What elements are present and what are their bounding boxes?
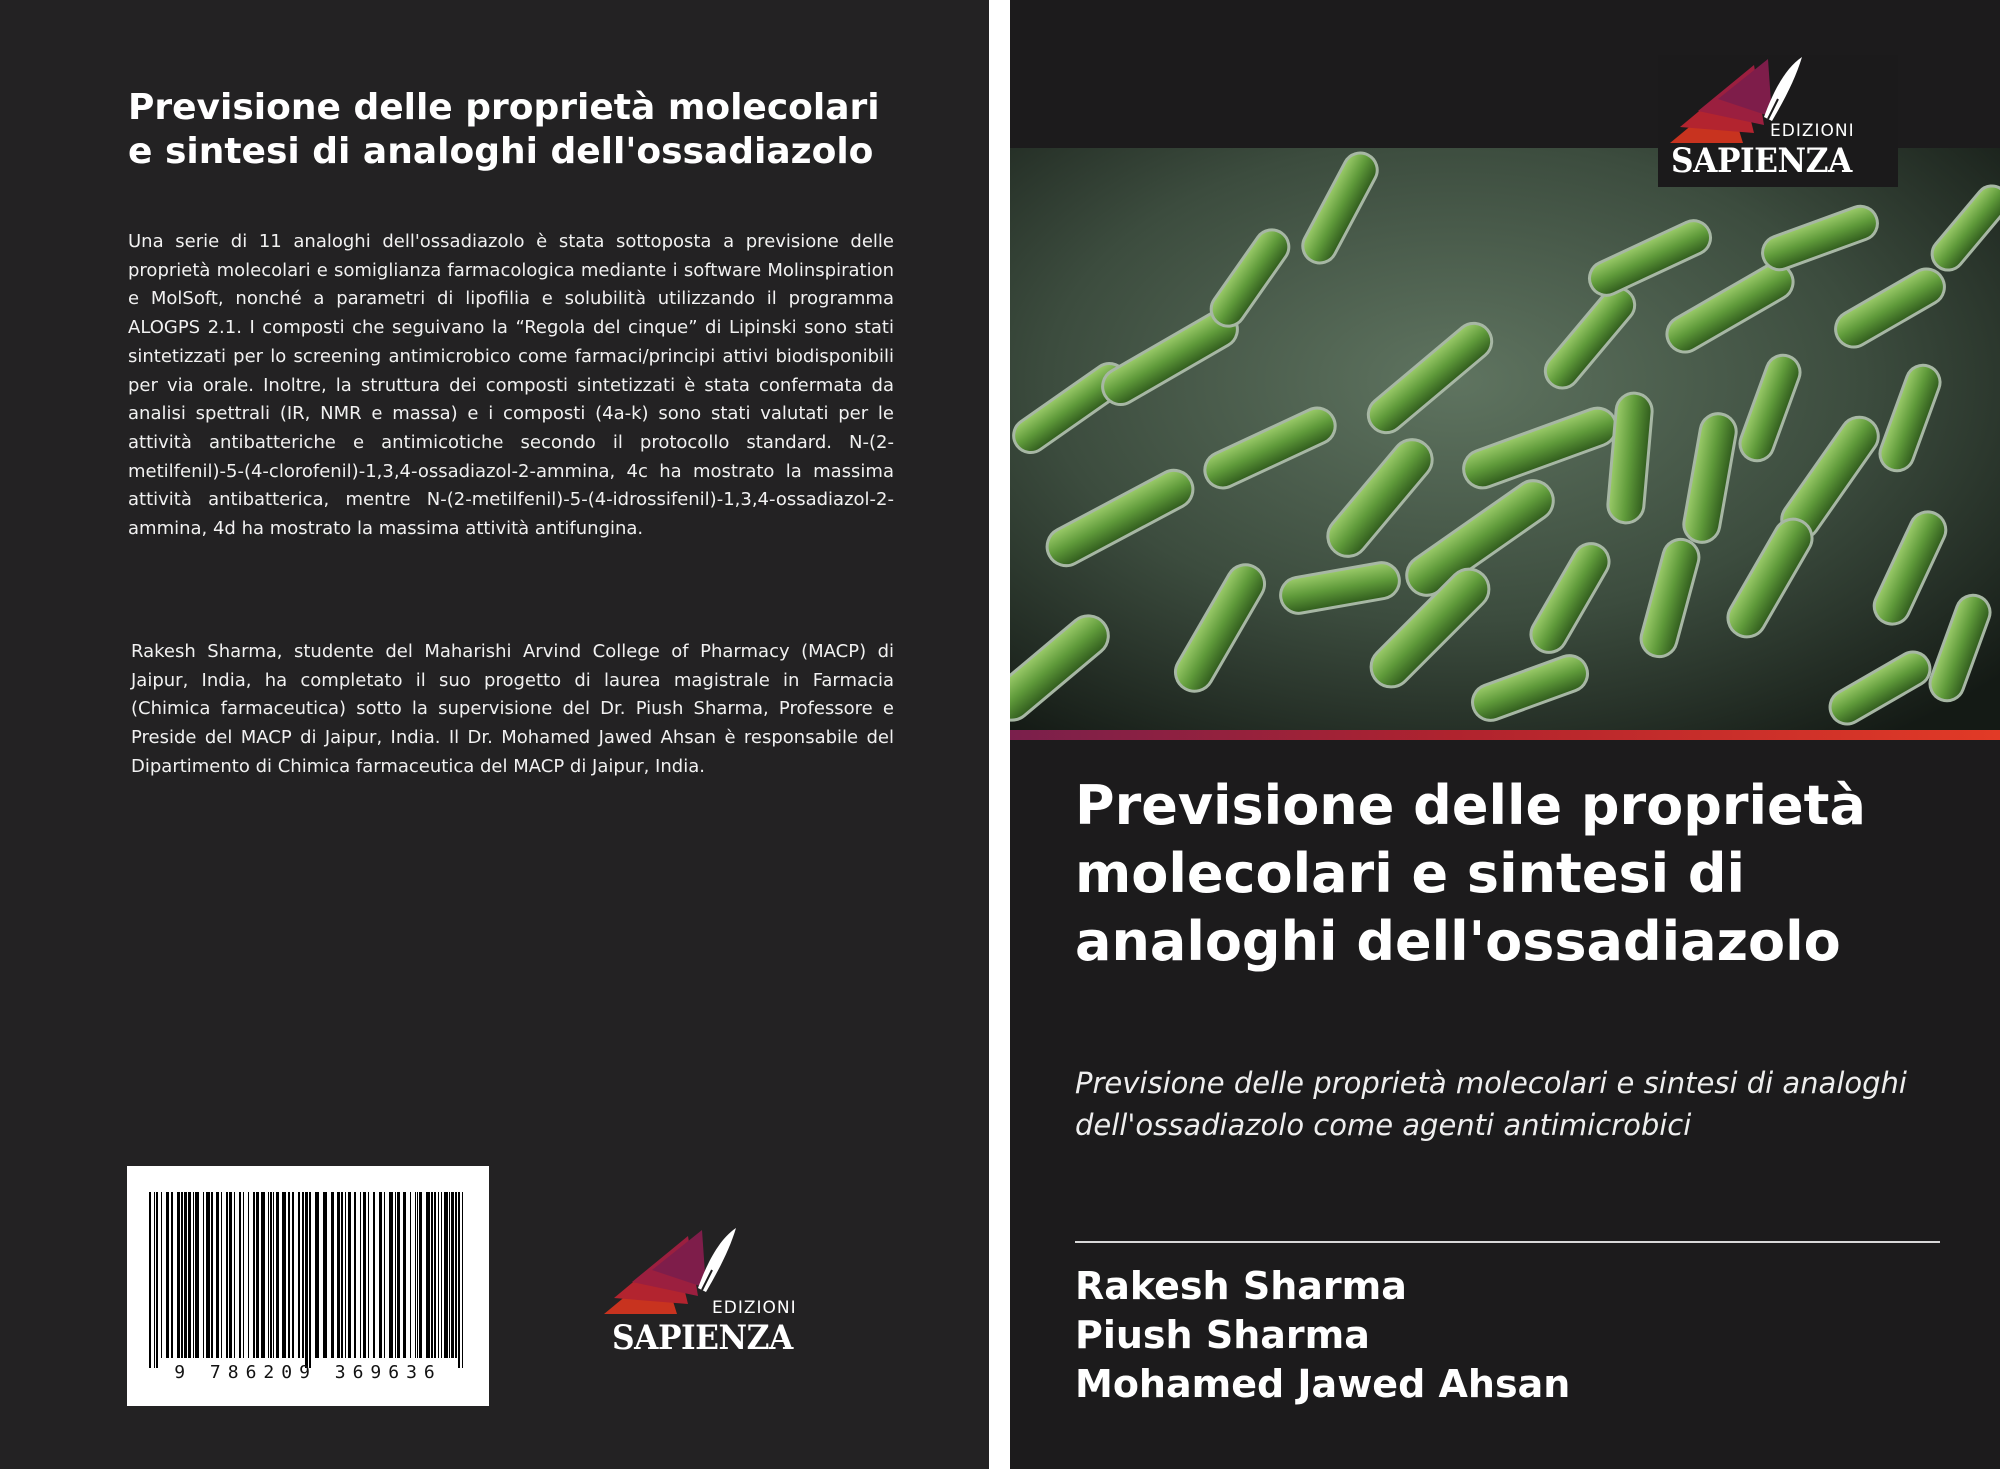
barcode-bar bbox=[226, 1192, 228, 1358]
barcode-bar bbox=[292, 1192, 294, 1358]
barcode-bar bbox=[309, 1192, 311, 1368]
barcode-bar bbox=[331, 1192, 334, 1358]
barcode-bar bbox=[415, 1192, 416, 1358]
barcode-bar bbox=[243, 1192, 244, 1358]
barcode-bar bbox=[253, 1192, 255, 1358]
barcode-bar bbox=[403, 1192, 406, 1358]
author-name: Mohamed Jawed Ahsan bbox=[1075, 1362, 1571, 1406]
barcode-bar bbox=[360, 1192, 361, 1358]
barcode-bar bbox=[268, 1192, 269, 1358]
barcode-bar bbox=[354, 1192, 356, 1358]
barcode-bar bbox=[193, 1192, 194, 1358]
barcode-bar bbox=[384, 1192, 385, 1358]
cover-bacteria-image bbox=[1010, 148, 2000, 730]
barcode-bar bbox=[288, 1192, 290, 1358]
publisher-edizioni: EDIZIONI bbox=[712, 1298, 797, 1318]
barcode-bar bbox=[363, 1192, 366, 1358]
barcode-bar bbox=[216, 1192, 219, 1358]
barcode-bar bbox=[195, 1192, 199, 1358]
front-cover bbox=[1010, 0, 2000, 1469]
barcode-bar bbox=[248, 1192, 249, 1358]
barcode-bar bbox=[166, 1192, 169, 1358]
barcode-bar bbox=[337, 1192, 340, 1358]
barcode-bar bbox=[305, 1192, 308, 1368]
back-cover-title: Previsione delle proprietà molecolari e sintesi di analoghi dell'ossadiazolo bbox=[128, 87, 880, 172]
barcode-bar bbox=[261, 1192, 265, 1358]
barcode-bar bbox=[441, 1192, 442, 1358]
barcode-bar bbox=[229, 1192, 232, 1358]
barcode-bar bbox=[239, 1192, 241, 1358]
barcode-bar bbox=[323, 1192, 327, 1358]
barcode-bar bbox=[431, 1192, 433, 1358]
barcode-bar bbox=[373, 1192, 375, 1358]
barcode-bar bbox=[368, 1192, 369, 1358]
barcode-bar bbox=[451, 1192, 454, 1358]
barcode-bar bbox=[298, 1192, 300, 1358]
barcode-bar bbox=[444, 1192, 448, 1358]
barcode-bar bbox=[395, 1192, 396, 1358]
barcode-bar bbox=[434, 1192, 436, 1358]
barcode-bar bbox=[171, 1192, 173, 1358]
barcode-bar bbox=[397, 1192, 400, 1358]
barcode-bar bbox=[149, 1192, 151, 1368]
barcode-bar bbox=[458, 1192, 460, 1368]
barcode-bar bbox=[449, 1192, 450, 1358]
barcode-bar bbox=[389, 1192, 393, 1358]
barcode-bar bbox=[184, 1192, 187, 1358]
barcode-bar bbox=[455, 1192, 457, 1358]
author-bio: Rakesh Sharma, studente del Maharishi Arvind College of Pharmacy (MACP) di Jaipur, India, ha completato il suo progetto di laurea magistrale in Farmacia (Chimica farmaceutica) sotto la supervisione del Dr. Piush Sharma, Professore e Preside del MACP di Jaipur, India. Il Dr. Mohamed Jawed Ahsan è responsabile del Dipartimento di Chimica farmaceutica del MACP di Jaipur, India. bbox=[131, 641, 894, 777]
front-cover-title: Previsione delle proprietà molecolari e sintesi di analoghi dell'ossadiazolo bbox=[1075, 774, 1866, 973]
publisher-name: SAPIENZA bbox=[612, 1318, 793, 1358]
author-name: Rakesh Sharma bbox=[1075, 1264, 1407, 1308]
barcode-bar bbox=[181, 1192, 183, 1358]
barcode-bar bbox=[270, 1192, 272, 1358]
publisher-logo-front bbox=[1658, 55, 1898, 187]
barcode-bar bbox=[345, 1192, 346, 1358]
barcode-bar bbox=[273, 1192, 274, 1358]
barcode-bar bbox=[154, 1192, 155, 1368]
barcode-bar bbox=[234, 1192, 235, 1358]
back-cover bbox=[0, 0, 989, 1469]
barcode-bar bbox=[426, 1192, 430, 1358]
author-name: Piush Sharma bbox=[1075, 1313, 1370, 1357]
barcode-bar bbox=[462, 1192, 463, 1368]
barcode-bar bbox=[161, 1192, 162, 1358]
barcode-bar bbox=[203, 1192, 204, 1358]
isbn-digits: 9 786209 369636 bbox=[174, 1362, 442, 1383]
barcode-bar bbox=[419, 1192, 422, 1358]
barcode-bar bbox=[417, 1192, 418, 1358]
barcode-bar bbox=[379, 1192, 382, 1358]
publisher-edizioni: EDIZIONI bbox=[1770, 121, 1855, 141]
barcode-bar bbox=[177, 1192, 180, 1358]
barcode-bar bbox=[282, 1192, 286, 1358]
barcode-bar bbox=[256, 1192, 259, 1358]
barcode-bar bbox=[302, 1192, 304, 1358]
isbn-barcode bbox=[127, 1166, 489, 1406]
back-cover-blurb: Una serie di 11 analoghi dell'ossadiazolo è stata sottoposta a previsione delle proprietà molecolari e somiglianza farmacologica mediante i software Molinspiration e MolSoft, nonché a parametri di lipofilia e solubilità utilizzando il programma ALOGPS 2.1. I composti che seguivano la “Regola del cinque” di Lipinski sono stati sintetizzati per lo screening antimicrobico come farmaci/principi attivi biodisponibili per via orale. Inoltre, la struttura dei composti sintetizzati è stata confermata da analisi spettrali (IR, NMR e massa) e i composti (4a-k) sono stati valutati per le attività antibatteriche e antimicotiche secondo il protocollo standard. N-(2-metilfenil)-5-(4-clorofenil)-1,3,4-ossadiazol-2-ammina, 4c ha mostrato la massima attività antibatterica, mentre N-(2-metilfenil)-5-(4-idrossifenil)-1,3,4-ossadiazol-2-ammina, 4d ha mostrato la massima attività antifungina. bbox=[128, 231, 894, 540]
barcode-bar bbox=[221, 1192, 222, 1358]
barcode-bar bbox=[341, 1192, 343, 1358]
accent-stripe bbox=[1010, 730, 2000, 740]
barcode-bar bbox=[410, 1192, 411, 1358]
barcode-bar bbox=[211, 1192, 213, 1358]
barcode-bar bbox=[315, 1192, 319, 1358]
barcode-bar bbox=[438, 1192, 439, 1358]
barcode-bar bbox=[188, 1192, 191, 1358]
barcode-bar bbox=[276, 1192, 279, 1358]
front-cover-subtitle: Previsione delle proprietà molecolari e sintesi di analoghi dell'ossadiazolo come agenti antimicrobici bbox=[1075, 1066, 1907, 1142]
divider bbox=[1075, 1241, 1940, 1243]
barcode-bar bbox=[156, 1192, 158, 1368]
publisher-name: SAPIENZA bbox=[1671, 141, 1852, 181]
publisher-logo-back bbox=[602, 1226, 832, 1358]
spine bbox=[989, 0, 1010, 1469]
barcode-bar bbox=[206, 1192, 210, 1358]
barcode-bar bbox=[348, 1192, 351, 1358]
author-list bbox=[1075, 1262, 1955, 1409]
